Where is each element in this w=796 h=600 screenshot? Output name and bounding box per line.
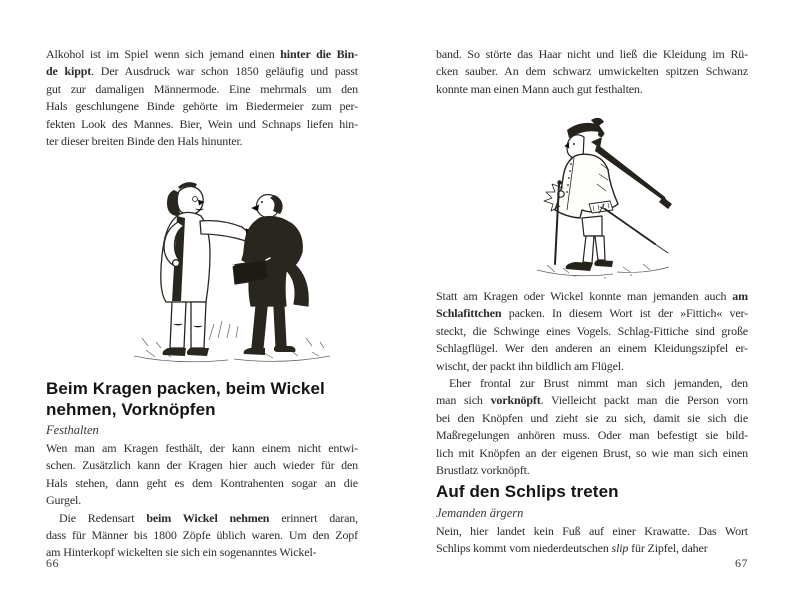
section-heading-schlips: Auf den Schlips treten (436, 482, 619, 502)
gentleman-figure-icon (544, 118, 672, 271)
page-number-left: 66 (46, 556, 59, 570)
text-line: Statt am Kragen oder Wickel konnte man jemanden auch am (436, 289, 748, 303)
text-line: Hals stehen, dann geht es dem Kontrahenten sogar an die (46, 475, 358, 490)
page-number-right: 67 (735, 556, 748, 570)
man-dark-coat-icon (230, 195, 308, 356)
text-line: Alkohol ist im Spiel wenn sich jemand einen hinter die Bin- (46, 47, 358, 61)
text-line: Brustlatz vorknöpft. (436, 463, 530, 478)
right-paragraph-schlafittchen (436, 288, 748, 375)
text-line: dass für Männer bis 1800 Zöpfe üblich waren. Um den Zopf (46, 528, 358, 543)
left-paragraph-binde (46, 46, 358, 150)
right-lower-text-block (436, 288, 748, 558)
collar-grab-illustration (116, 166, 348, 374)
text-line: ter dieser breiten Binde den Hals hinunter. (46, 134, 243, 149)
text-line: Schlafittchen packen. In diesem Wort ist der »Fittich« ver- (436, 306, 748, 321)
text-line: wischt, der packt ihn bildlich am Flügel. (436, 358, 624, 373)
text-line: band. So störte das Haar nicht und ließ die Kleidung im Rü- (436, 47, 748, 61)
text-line: Wen man am Kragen festhält, der kann einem nicht entwi- (46, 441, 358, 455)
text-line: man sich vorknöpft. Vielleicht packt man die Person vorn (436, 393, 748, 408)
section-subtitle-festhalten: Festhalten (46, 423, 99, 437)
text-line: lich mit Knöpfen an der eigenen Brust, so wie man sich einen (436, 445, 748, 460)
text-line: de kippt. Der Ausdruck war schon 1850 geläufig und passt (46, 64, 358, 79)
zopf-man-illustration (505, 112, 705, 284)
right-paragraph-wickelband (436, 46, 748, 98)
text-line: Hals geschlungene Binde gehörte im Biedermeier zum per- (46, 99, 358, 114)
text-line: schen. Zusätzlich kann der Kragen hier auch wieder für den (46, 458, 358, 473)
text-line: steckt, die Schwinge eines Vogels. Schlag-Fittiche sind große (436, 323, 748, 338)
text-line: am Hinterkopf wickelten sie sich ein sogenanntes Wickel- (46, 545, 317, 560)
text-line: gut zur damaligen Männermode. Eine mehrmals um den (46, 81, 358, 96)
left-paragraph-kragen (46, 440, 358, 510)
right-paragraph-schlips (436, 523, 748, 558)
text-line: cken sauber. An dem schwarz umwickelten spitzen Schwanz (436, 64, 748, 79)
text-line: Nein, hier landet kein Fuß auf einer Krawatte. Das Wort (436, 523, 748, 538)
section-subtitle-aergern: Jemanden ärgern (436, 505, 524, 520)
left-paragraph-wickel (46, 510, 358, 562)
text-line: Maßregelungen anhören muss. Oder man befestigt sie bild- (436, 428, 748, 443)
right-paragraph-vorknoepfen (436, 375, 748, 479)
text-line: Eher frontal zur Brust nimmt man sich jemanden, den (449, 376, 748, 391)
left-lower-text-block (46, 379, 358, 562)
section-heading-kragen: Beim Kragen packen, beim Wickel nehmen, Vorknöpfen (46, 379, 325, 419)
text-line: fekten Look des Mannes. Bier, Wein und Schnaps liefen hin- (46, 116, 358, 131)
ground-hatching-icon (134, 321, 330, 362)
text-line: Schlips kommt vom niederdeutschen slip für Zipfel, daher (436, 541, 708, 556)
text-line: Schlagflügel. Wer den anderen an einem Kleidungszipfel er- (436, 341, 748, 356)
text-line: Die Redensart beim Wickel nehmen erinnert daran, (59, 510, 358, 525)
text-line: Gurgel. (46, 493, 82, 508)
text-line: bei den Knöpfen und zieht sie zu sich, damit sie sich die (436, 410, 748, 425)
text-line: konnte man einen Mann auch gut festhalten. (436, 81, 643, 96)
